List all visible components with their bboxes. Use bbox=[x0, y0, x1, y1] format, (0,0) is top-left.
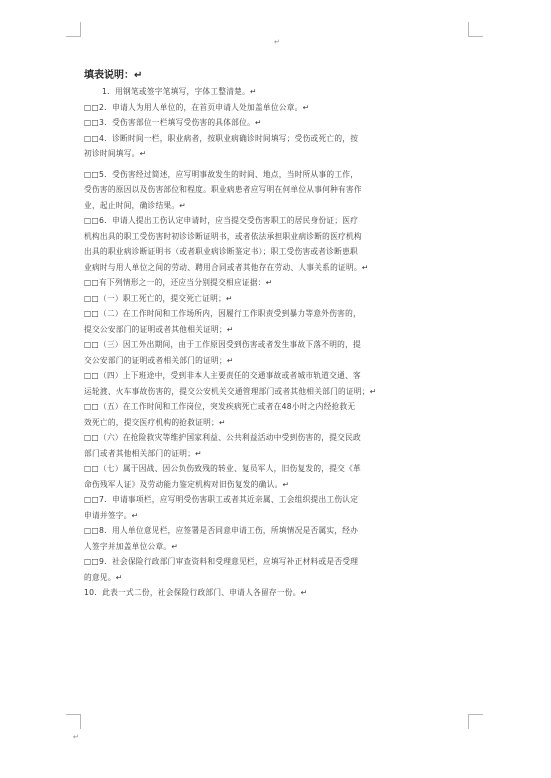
paragraph-mark-bottom: ↵ bbox=[73, 733, 79, 741]
doc-line: □□6．申请人提出工伤认定申请时，应当提交受伤害职工的居民身份证；医疗 bbox=[84, 216, 359, 225]
doc-line: 出具的职业病诊断证明书（或者职业病诊断鉴定书）；职工受伤害或者诊断患职 bbox=[84, 247, 358, 256]
doc-line: 人签字并加盖单位公章。↵ bbox=[84, 541, 179, 551]
doc-line: □□（六）在抢险救灾等维护国家利益、公共利益活动中受到伤害的，提交民政 bbox=[84, 433, 361, 442]
doc-line: □□2．申请人为用人单位的，在首页申请人处加盖单位公章。↵ bbox=[84, 102, 310, 112]
doc-line: □□4．诊断时间一栏，职业病者，按职业病确诊时间填写；受伤或死亡的，按 bbox=[84, 133, 359, 143]
doc-line: □□（二）在工作时间和工作场所内，因履行工作职责受到暴力等意外伤害的， bbox=[84, 309, 361, 318]
crop-mark-top-left bbox=[66, 22, 81, 37]
crop-mark-top-right bbox=[468, 22, 483, 37]
doc-line: 机构出具的职工受伤害时初诊诊断证明书，或者依法承担职业病诊断的医疗机构 bbox=[84, 231, 362, 241]
doc-line: 效死亡的，提交医疗机构的抢救证明；↵ bbox=[84, 417, 226, 427]
doc-line: 申请并签字。↵ bbox=[84, 510, 139, 520]
doc-line: 初诊时间填写。↵ bbox=[84, 149, 147, 158]
doc-line: 命伤残军人证》及劳动能力鉴定机构对旧伤复发的确认。↵ bbox=[84, 479, 290, 489]
doc-line: 的意见。↵ bbox=[84, 572, 123, 582]
doc-line: □□9．社会保险行政部门审查资料和受理意见栏，应填写补正材料或是否受理 bbox=[84, 557, 359, 566]
doc-line: □□8．用人单位意见栏，应签署是否同意申请工伤，所填情况是否属实，经办 bbox=[84, 526, 359, 535]
doc-line: 运轮渡、火车事故伤害的，提交公安机关交通管理部门或者其他相关部门的证明；↵ bbox=[84, 386, 377, 396]
crop-mark-bottom-right bbox=[468, 714, 483, 729]
doc-line: □□7．申请事项栏，应写明受伤害职工或者其近亲属、工会组织提出工伤认定 bbox=[84, 495, 359, 504]
doc-line: □□（七）属于因战、因公负伤致残的转业、复员军人，旧伤复发的，提交《革 bbox=[84, 464, 361, 473]
doc-line: 交公安部门的证明或者相关部门的证明；↵ bbox=[84, 355, 234, 365]
doc-line: 业，起止时间，确诊结果。↵ bbox=[84, 200, 186, 210]
doc-line: □□5．受伤害经过简述，应写明事故发生的时间、地点，当时所从事的工作， bbox=[84, 169, 359, 179]
doc-line: □□（三）因工外出期间，由于工作原因受到伤害或者发生事故下落不明的，提 bbox=[84, 340, 361, 349]
doc-line: 业病时与用人单位之间的劳动、聘用合同或者其他存在劳动、人事关系的证明。↵ bbox=[84, 262, 369, 272]
doc-line: 10．此表一式二份，社会保险行政部门、申请人各留存一份。↵ bbox=[84, 588, 308, 597]
document-body bbox=[84, 66, 468, 601]
doc-line: □□（五）在工作时间和工作岗位，突发疾病死亡或者在48小时之内经抢救无 bbox=[84, 402, 356, 411]
doc-line: □□3．受伤害部位一栏填写受伤害的具体部位。↵ bbox=[84, 118, 262, 127]
doc-line: 受伤害的原因以及伤害部位和程度。职业病患者应写明在何单位从事何种有害作 bbox=[84, 185, 362, 194]
document-title: 填表说明：↵ bbox=[84, 70, 143, 81]
doc-line: □□有下列情形之一的，还应当分别提交相应证据：↵ bbox=[84, 278, 273, 287]
doc-line: 部门或者其他相关部门的证明；↵ bbox=[84, 448, 202, 458]
doc-line: □□（一）职工死亡的，提交死亡证明；↵ bbox=[84, 293, 233, 303]
paragraph-mark-top: ↵ bbox=[274, 38, 280, 46]
doc-line: 1．用钢笔或签字笔填写，字体工整清楚。↵ bbox=[102, 87, 257, 96]
doc-line: □□（四）上下班途中，受到非本人主要责任的交通事故或者城市轨道交通、客 bbox=[84, 371, 361, 380]
crop-mark-bottom-left bbox=[66, 714, 81, 729]
doc-line: 提交公安部门的证明或者其他相关证明；↵ bbox=[84, 324, 234, 334]
